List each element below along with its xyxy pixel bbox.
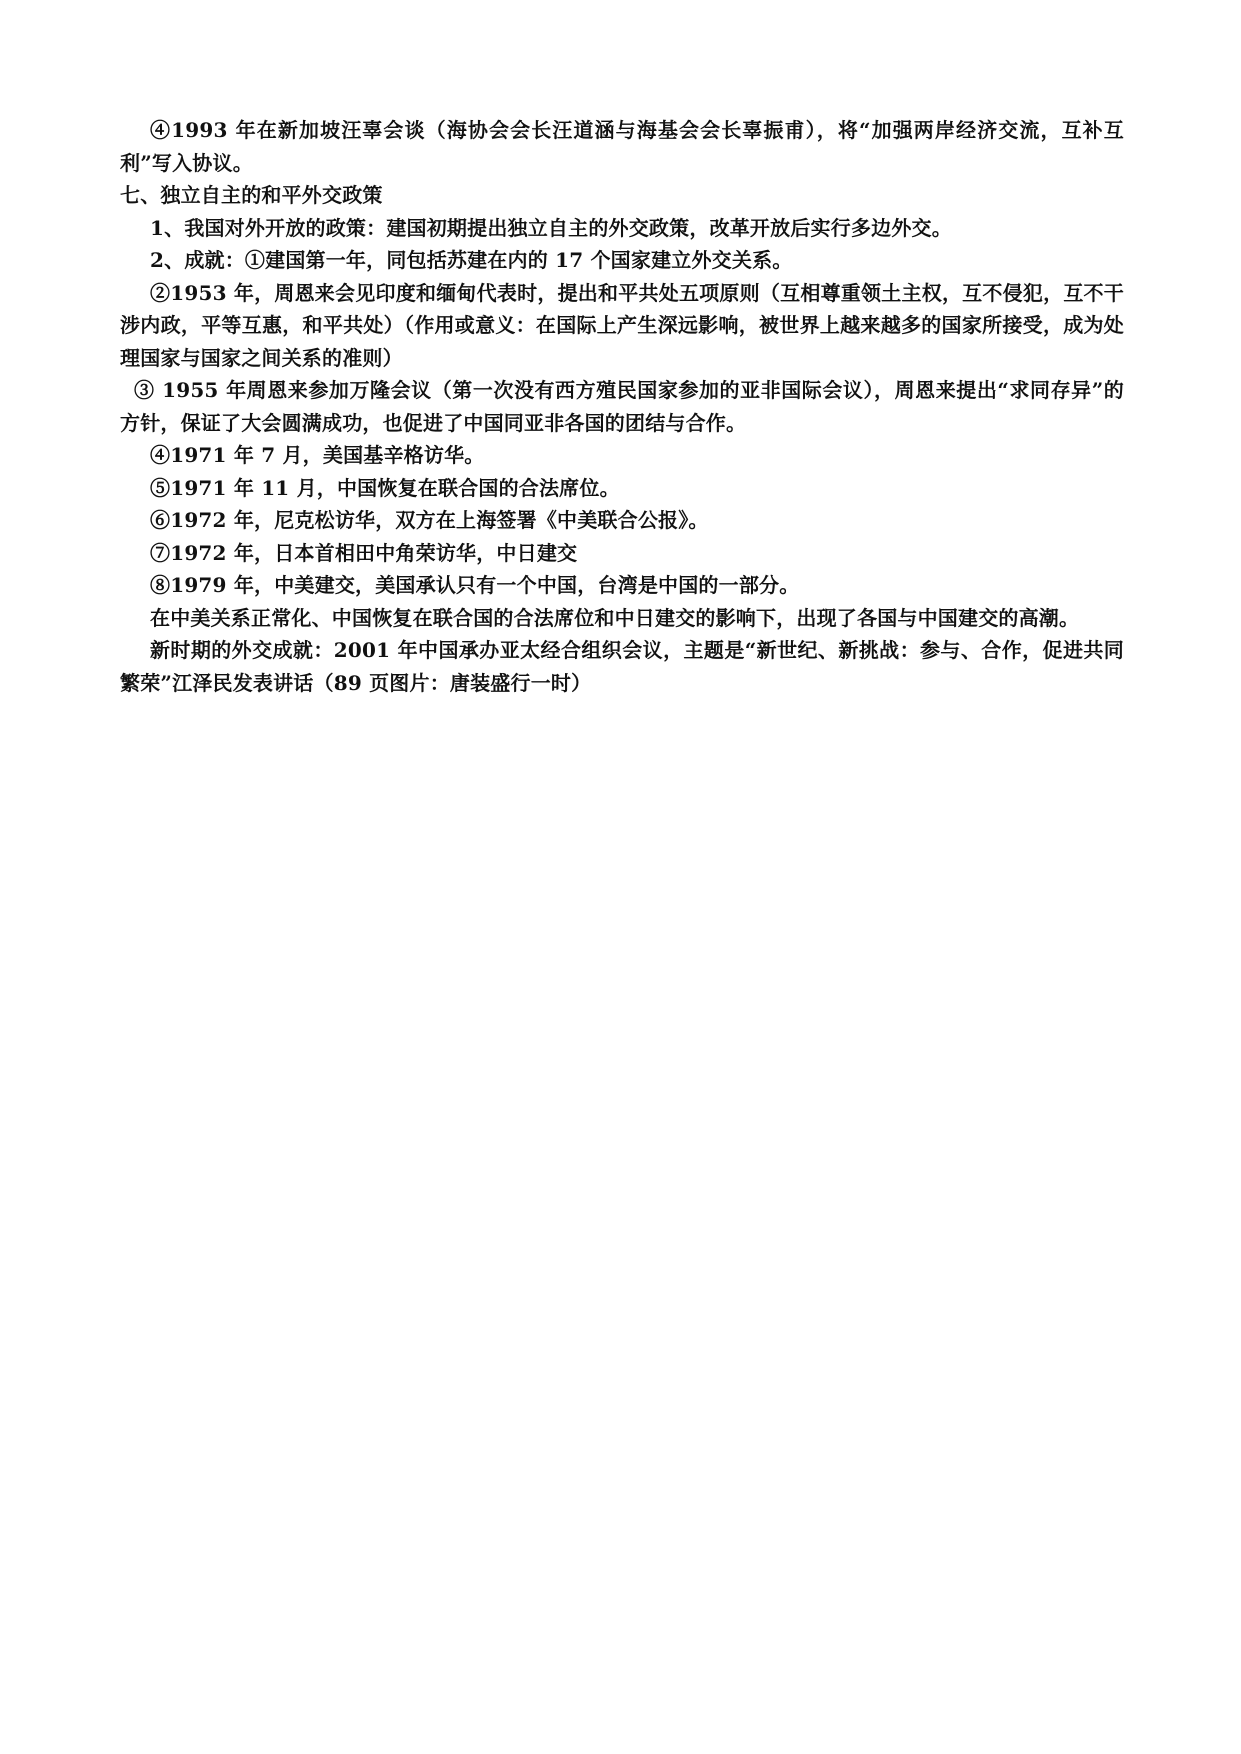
paragraph-wang-gu-talks: ④1993 年在新加坡汪辜会谈（海协会会长汪道涵与海基会会长辜振甫），将“加强两岸经济交流，互补互利”写入协议。 <box>120 118 1124 175</box>
paragraph-japan-relations: ⑦1972 年，日本首相田中角荣访华，中日建交 <box>150 540 578 565</box>
paragraph-bandung-conference: ③ 1955 年周恩来参加万隆会议（第一次没有西方殖民国家参加的亚非国际会议），周恩来提出“求同存异”的方针，保证了大会圆满成功，也促进了中国同亚非各国的团结与合作。 <box>120 378 1124 435</box>
paragraph-kissinger-visit: ④1971 年 7 月，美国基辛格访华。 <box>150 443 485 467</box>
paragraph-us-relations: ⑧1979 年，中美建交，美国承认只有一个中国，台湾是中国的一部分。 <box>150 573 800 597</box>
paragraph-diplomatic-wave: 在中美关系正常化、中国恢复在联合国的合法席位和中日建交的影响下，出现了各国与中国建交的高潮。 <box>150 605 1080 630</box>
document-page <box>120 114 1124 699</box>
paragraph-achievement-first-year: 2、成就：①建国第一年，同包括苏建在内的 17 个国家建立外交关系。 <box>150 248 793 272</box>
section-heading-foreign-policy: 七、独立自主的和平外交政策 <box>120 183 383 207</box>
paragraph-apec-meeting: 新时期的外交成就：2001 年中国承办亚太经合组织会议，主题是“新世纪、新挑战：参与、合作，促进共同繁荣”江泽民发表讲话（89 页图片：唐装盛行一时） <box>120 638 1124 695</box>
paragraph-un-seat: ⑤1971 年 11 月，中国恢复在联合国的合法席位。 <box>150 475 620 500</box>
paragraph-opening-policy: 1、我国对外开放的政策：建国初期提出独立自主的外交政策，改革开放后实行多边外交。 <box>150 215 952 240</box>
paragraph-nixon-visit: ⑥1972 年，尼克松访华，双方在上海签署《中美联合公报》。 <box>150 508 709 532</box>
paragraph-five-principles: ②1953 年，周恩来会见印度和缅甸代表时，提出和平共处五项原则（互相尊重领土主权，互不侵犯，互不干涉内政，平等互惠，和平共处）（作用或意义：在国际上产生深远影响，被世界上越来越多的国家所接受，成为处理国家与国家之间关系的准则） <box>120 280 1124 370</box>
